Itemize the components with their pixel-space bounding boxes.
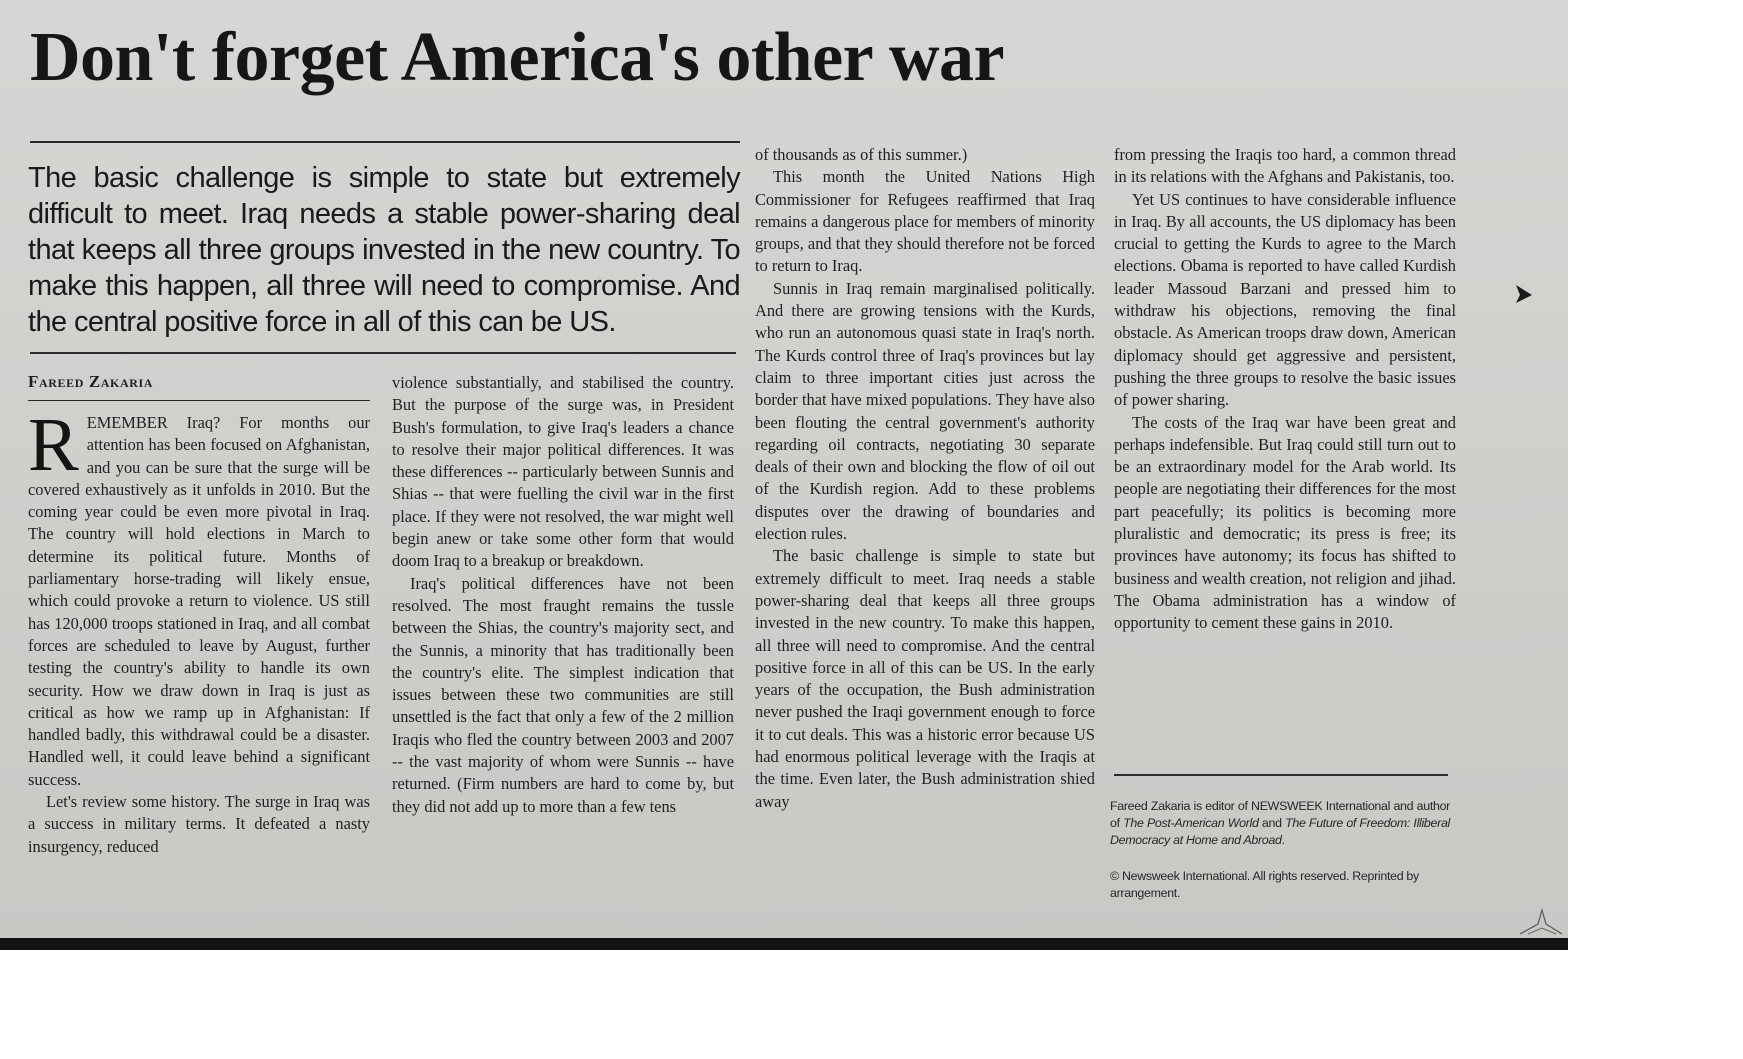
body-paragraph: from pressing the Iraqis too hard, a common thread in its relations with the Afghans and Pakistanis, too. bbox=[1114, 145, 1456, 187]
article-deck: The basic challenge is simple to state but extremely difficult to meet. Iraq needs a stable power-sharing deal that keeps all three groups invested in the new country. To make this happen, all three will need to compromise. And the central positive force in all of this can be US. bbox=[28, 162, 740, 338]
article-headline: Don't forget America's other war bbox=[30, 19, 1005, 96]
body-paragraph: This month the United Nations High Commissioner for Refugees reaffirmed that Iraq remains a dangerous place for members of minority groups, and that they should therefore not be forced to return to Iraq. bbox=[755, 167, 1095, 276]
body-column-3 bbox=[755, 144, 1095, 914]
body-paragraph: Iraq's political differences have not been resolved. The most fraught remains the tussle between the Shias, the country's majority sect, and the Sunnis, a minority that has traditionally been the country's elite. The simplest indication that issues between these two communities are still unsettled is the fact that only a few of the 2 million Iraqis who fled the country between 2003 and 2007 -- the vast majority of whom were Sunnis -- have returned. (Firm numbers are hard to come by, but they did not add up to more than a few tens bbox=[392, 573, 734, 816]
body-paragraph: Sunnis in Iraq remain marginalised politically. And there are growing tensions with the Kurds, who run an autonomous quasi state in Iraq's north. The Kurds control three of Iraq's provinces but lay claim to three important cities just across the border that have mixed populations. They have also been flouting the central government's authority regarding oil contracts, negotiating 30 separate deals of their own and blocking the flow of oil out of the Kurdish region. Add to these problems disputes over the drawing of boundaries and election rules. bbox=[755, 278, 1095, 544]
body-paragraph: violence substantially, and stabilised the country. But the purpose of the surge was, in President Bush's formulation, to give Iraq's leaders a chance to resolve their major political differences. It was these differences -- particularly between Sunnis and Shias -- that were fuelling the civil war in the first place. If they were not resolved, the war might well begin anew or take some other form that would doom Iraq to a breakup or breakdown. bbox=[392, 373, 734, 571]
bio-rule bbox=[1114, 774, 1448, 776]
top-rule bbox=[30, 141, 740, 143]
book-title: The Future of Freedom: Illiberal Democracy at Home and Abroad bbox=[1110, 816, 1450, 847]
deck-rule bbox=[30, 352, 736, 354]
bio-text: . bbox=[1281, 833, 1285, 847]
scan-bottom-edge bbox=[0, 938, 1568, 950]
body-paragraph: Yet US continues to have considerable influence in Iraq. By all accounts, the US diplomacy has been crucial to getting the Kurds to agree to the March elections. Obama is reported to have called Kurdish leader Massoud Barzani and pressed him to withdraw his objections, removing the final obstacle. As American troops draw down, American diplomacy should get aggressive and persistent, pushing the three groups to resolve the basic issues of power sharing. bbox=[1114, 189, 1456, 410]
arrow-right-icon bbox=[1512, 283, 1534, 305]
body-column-4 bbox=[1114, 144, 1456, 784]
drop-cap: R bbox=[28, 412, 79, 487]
body-column-2 bbox=[392, 372, 734, 912]
author-bio bbox=[1110, 798, 1450, 849]
body-column-1 bbox=[28, 412, 370, 912]
bio-text: and bbox=[1258, 816, 1286, 830]
body-paragraph bbox=[28, 412, 370, 791]
copyright-notice: © Newsweek International. All rights reserved. Reprinted by arrangement. bbox=[1110, 869, 1419, 900]
book-title: The Post-American World bbox=[1123, 816, 1259, 830]
body-paragraph-text: EMEMBER Iraq? For months our attention has been focused on Afghanistan, and you can be sure that the surge will be covered exhaustively as it unfolds in 2010. But the coming year could be even more pivotal in Iraq. The country will hold elections in March to determine its political future. Months of parliamentary horse-trading will likely ensue, which could provoke a return to violence. US still has 120,000 troops stationed in Iraq, and all combat forces are scheduled to leave by August, further testing the country's ability to handle its own security. How we draw down in Iraq is just as critical as how we ramp up in Afghanistan: If handled badly, this withdrawal could be a disaster. Handled well, it could leave behind a significant success. bbox=[28, 413, 370, 789]
bio-text: Fareed Zakaria is editor of NEWSWEEK International and author of bbox=[1110, 799, 1450, 830]
byline: Fareed Zakaria bbox=[28, 372, 154, 391]
body-paragraph: The basic challenge is simple to state but extremely difficult to meet. Iraq needs a stable power-sharing deal that keeps all three groups invested in the new country. To make this happen, all three will need to compromise. And the central positive force in all of this can be US. In the early years of the occupation, the Bush administration never pushed the Iraqi government enough to force it to cut deals. This was a historic error because US had enormous political leverage with the Iraqis at the time. Even later, the Bush administration shied away bbox=[755, 546, 1095, 811]
body-paragraph: The costs of the Iraq war have been great and perhaps indefensible. But Iraq could still turn out to be an extraordinary model for the Arab world. Its people are negotiating their differences for the most part peacefully; its politics is becoming more pluralistic and democratic; its press is free; its provinces have autonomy; its focus has shifted to business and wealth creation, not religion and jihad. The Obama administration has a window of opportunity to cement these gains in 2010. bbox=[1114, 412, 1456, 633]
body-paragraph: of thousands as of this summer.) bbox=[755, 145, 968, 164]
body-paragraph: Let's review some history. The surge in Iraq was a success in military terms. It defeated a nasty insurgency, reduced bbox=[28, 792, 370, 856]
fold-corner-icon bbox=[1518, 906, 1564, 936]
byline-rule bbox=[28, 400, 370, 401]
